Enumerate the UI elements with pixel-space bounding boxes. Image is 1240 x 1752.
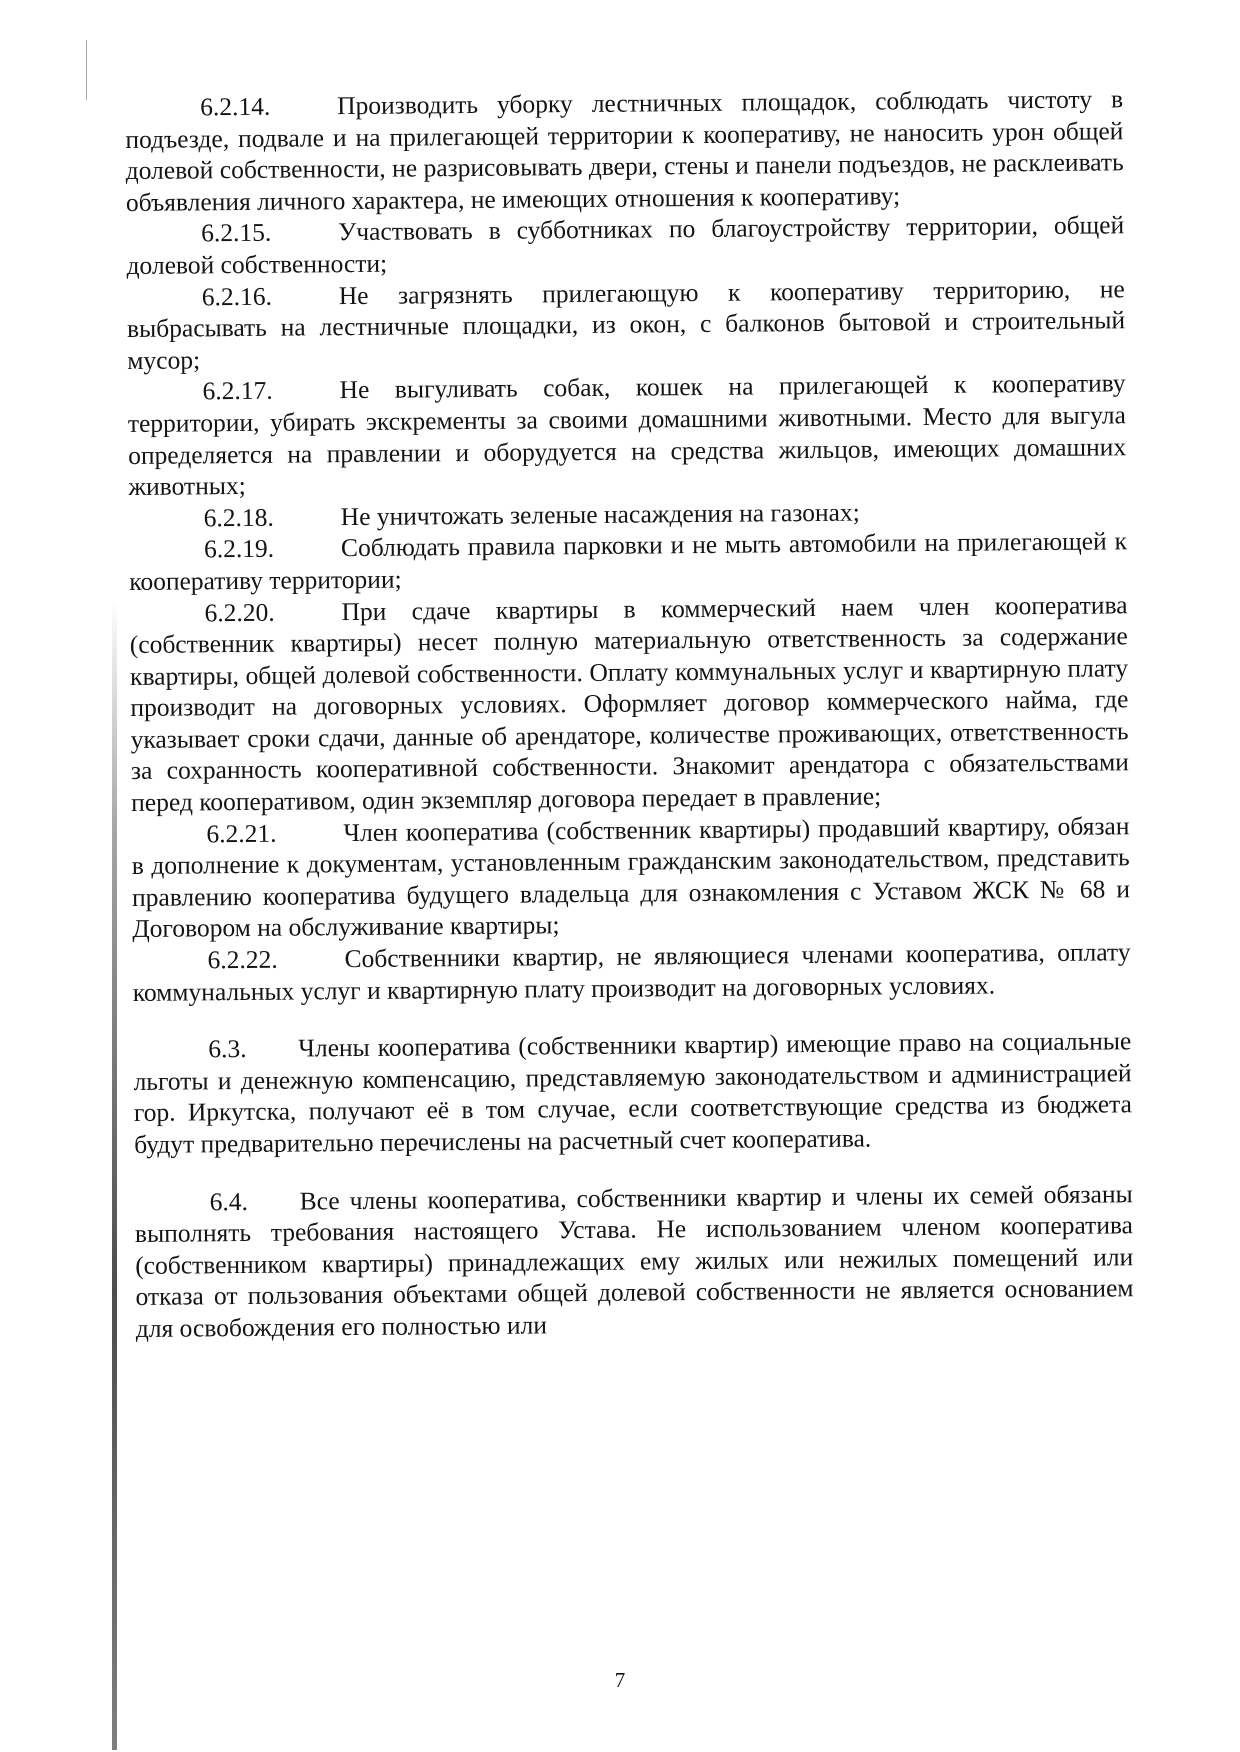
section-number: 6.4. [209,1186,249,1216]
clause-6-2-19 [129,526,1128,598]
clause-text: Участвовать в субботниках по благоустройству территории, общей долевой собственности; [126,210,1125,280]
clause-text: Не уничтожать зеленые насаждения на газонах; [340,497,860,531]
clause-6-2-22 [132,936,1131,1008]
clause-text: Член кооператива (собственник квартиры) продавший квартиру, обязан в дополнение к документам, установленным гражданским законодательством, представить правлению кооператива будущего владельца для ознакомления с Уставом ЖСК № 68 и Договором на обслуживание квартиры; [131,810,1131,944]
clause-text: Не выгуливать собак, кошек на прилегающей к кооперативу территории, убирать экскременты за своими домашними животными. Место для выгула определяется на правлении и оборудуется на средства жильцов, имеющих домашних животных; [127,368,1127,502]
document-body [125,83,1134,1344]
clause-text: Собственники квартир, не являющиеся членами кооператива, оплату коммунальных услуг и квартирную плату производит на договорных условиях. [132,937,1131,1007]
clause-6-2-21 [131,810,1130,945]
clause-text: Соблюдать правила парковки и не мыть автомобили на прилегающей к кооперативу территории; [129,526,1128,596]
section-text: Члены кооператива (собственники квартир) имеющие право на социальные льготы и денежную компенсацию, представляемую законодательством и администрацией гор. Иркутска, получают её в том случае, если соответствующие средства из бюджета будут предварительно перечислены на расчетный счет кооператива. [133,1026,1132,1159]
clause-number: 6.2.20. [204,597,275,627]
clause-number: 6.2.22. [207,944,278,975]
section-6-4 [135,1178,1134,1345]
clause-6-2-17 [127,368,1126,503]
clause-number: 6.2.17. [202,376,273,406]
page-number: 7 [614,1668,626,1692]
clause-number: 6.2.16. [201,281,273,311]
clause-number: 6.2.21. [206,818,277,848]
section-text: Все члены кооператива, собственники квартир и члены их семей обязаны выполнять требования настоящего Устава. Не использованием членом кооператива (собственником квартиры) принадлежащих ему жилых или нежилых помещений или отказа от пользования объектами общей долевой собственности не является основанием для освобождения его полностью или [134,1178,1134,1343]
clause-number: 6.2.15. [201,218,272,248]
clause-6-2-16 [127,273,1126,376]
clause-6-2-14 [125,83,1124,218]
clause-text: При сдаче квартиры в коммерческий наем член кооператива (собственник квартиры) несет полную материальную ответственность за содержание квартиры, общей долевой собственности. Оплату коммунальных услуг и квартирную плату производит на договорных условиях. Оформляет договор коммерческого найма, где указывает сроки сдачи, данные об арендаторе, количестве проживающих, ответственность за сохранность кооперативной собственности. Знакомит арендатора с обязательствами перед кооперативом, один экземпляр договора передает в правление; [129,589,1130,818]
clause-number: 6.2.19. [203,534,275,564]
clause-6-2-20 [129,589,1129,819]
section-6-3 [133,1025,1132,1160]
clause-text: Не загрязнять прилегающую к кооперативу территорию, не выбрасывать на лестничные площадки, из окон, с балконов бытовой и строительный мусор; [126,273,1126,375]
clause-number: 6.2.18. [203,502,274,533]
clause-number: 6.2.14. [200,91,271,122]
clause-6-2-15 [126,210,1125,282]
section-number: 6.3. [208,1034,247,1064]
clause-text: Производить уборку лестничных площадок, соблюдать чистоту в подъезде, подвале и на прилегающей территории к кооперативу, не наносить урон общей долевой собственности, не разрисовывать двери, стены и панели подъездов, не расклеивать объявления личного характера, не имеющих отношения к кооперативу; [125,84,1124,217]
